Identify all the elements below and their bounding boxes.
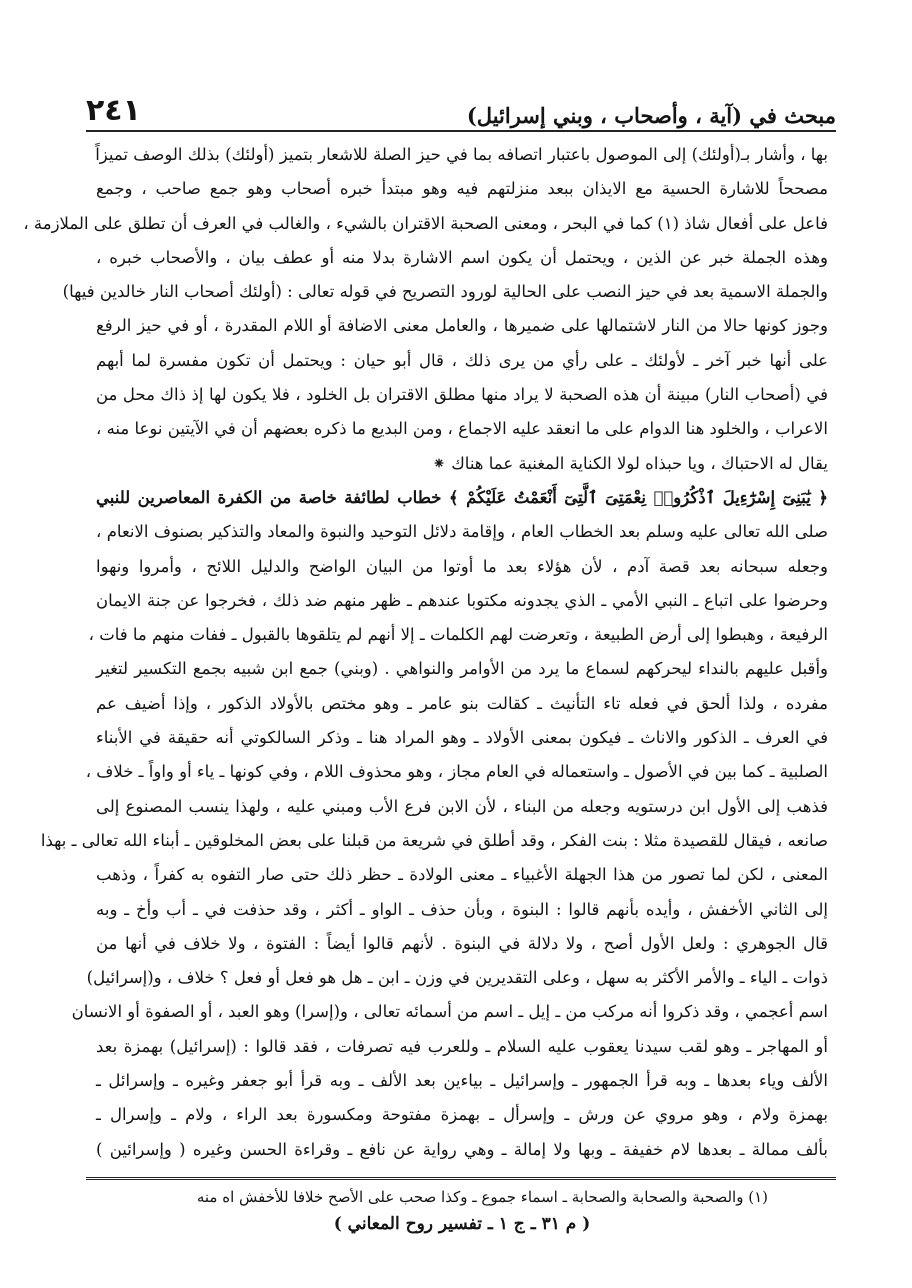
text-line: وجعله سبحانه بعد قصة آدم ، لأن هؤلاء بعد ما أوتوا من البيان الواضح والدليل اللائح ، وأمروا ونهوا — [96, 556, 828, 576]
text-line: بألف ممالة ـ بعدها لام خفيفة ـ وبها ولا إمالة ـ وهي رواية عن نافع ـ وقراءة الحسن وغيره ( وإسرائين ) — [96, 1139, 828, 1159]
text-line: على أنها خبر آخر ـ لأولئك ـ على رأي من يرى ذلك ، قال أبو حيان : ويحتمل أن تكون مفسرة لما أبهم — [96, 350, 828, 370]
text-line: مصححاً للاشارة الحسية مع الايذان ببعد منزلتهم فيه وهو مبتدأ خبره أصحاب وهو جمع صاحب ، وجمع — [96, 179, 828, 199]
running-head: مبحث في (آية ، وأصحاب ، وبني إسرائيل) — [466, 103, 836, 128]
text-line: الصلبية ـ كما بين في الأصول ـ واستعماله في العام مجاز ، وهو محذوف اللام ، وفي كونها ـ ياء أو واواً ـ خلاف ، — [85, 762, 828, 782]
text-line: مفرده ، ولذا ألحق في فعله تاء التأنيث ـ كقالت بنو عامر ـ وهو مختص بالأولاد الذكور ، وإذا أضيف عم — [96, 693, 828, 713]
text-line: صلى الله تعالى عليه وسلم بعد الخطاب العام ، وإقامة دلائل التوحيد والنبوة والمعاد والتذكير بصنوف الانعام ، — [96, 522, 828, 542]
text-line: وحرضوا على اتباع ـ النبي الأمي ـ الذي يجدونه مكتوبا عندهم ـ ظهر منهم ضد ذلك ، فخرجوا عن جنة الايمان — [96, 590, 828, 610]
text-line: صانعه ، فيقال للقصيدة مثلا : بنت الفكر ، وقد أطلق في شريعة من قبلنا على بعض المخلوقين ـ أبناء الله تعالى ـ بهذا — [40, 830, 828, 850]
body-text — [23, 138, 828, 1167]
text-line: أو المهاجر ـ وهو لقب سيدنا يعقوب عليه السلام ـ وللعرب فيه تصرفات ، فقد قالوا : (إسرائيل) بهمزة بعد — [96, 1036, 828, 1056]
text-line: ذوات ـ الياء ـ والأمر الأكثر به سهل ، وعلى التقديرين في وزن ـ ابن ـ هل هو فعل أو فعل ؟ خلاف ، و(إسرائيل) — [86, 968, 828, 988]
text-line: المعنى ، لكن لما تصور من هذا الجهلة الأغبياء ـ معنى الولادة ـ حظر ذلك حتى صار التفوه به كفراً ، وذهب — [96, 865, 828, 885]
text-line: يقال له الاحتباك ، ويا حبذاه لولا الكناية المغنية عما هناك ⁕ — [432, 453, 828, 473]
text-line: وجوز كونها حالا من النار لاشتمالها على ضميرها ، والعامل معنى الاضافة أو اللام المقدرة ، أو في حيز الرفع — [96, 316, 828, 336]
print-signature: ( م ٣١ ـ ج ١ ـ تفسير روح المعاني ) — [333, 1213, 591, 1234]
text-line: بهمزة ولام ، وهو مروي عن ورش ـ وإسرأل ـ بهمزة مفتوحة ومكسورة بعد الراء ، ولام ـ وإسرال ـ — [96, 1105, 828, 1125]
page-header — [86, 78, 836, 132]
text-line: وهذه الجملة خبر عن الذين ، ويحتمل أن يكون اسم الاشارة بدلا منه أو عطف بيان ، والأصحاب خبره ، — [96, 247, 828, 267]
text-line: فذهب إلى الأول ابن درستويه وجعله من البناء ، لأن الابن فرع الأب ومبني عليه ، ولهذا ينسب المصنوع إلى — [96, 796, 828, 816]
footnote: (١) والصحبة والصحابة والصحابة ـ اسماء جموع ـ وكذا صحب على الأصح خلافا للأخفش اه منه — [196, 1187, 768, 1206]
text-line: قال الجوهري : ولعل الأول أصح ، ولا دلالة في البنوة . لأنهم قالوا أيضاً : الفتوة ، ولا خلاف في أنها من — [96, 933, 828, 953]
text-line: في (أصحاب النار) مبينة أن هذه الصحبة لا يراد منها مطلق الاقتران بل الخلود ، فلا يكون لها إذ ذاك محل من — [96, 385, 828, 405]
text-line: فاعل على أفعال شاذ (١) كما في البحر ، ومعنى الصحبة الاقتران بالشيء ، والغالب في العرف أن تطلق على الملازمة ، — [23, 213, 828, 233]
text-line: الاعراب ، والخلود هنا الدوام على ما انعقد عليه الاجماع ، ومن البديع ما ذكره بعضهم أن في الآيتين نوعا منه ، — [96, 419, 828, 439]
text-line: الرفيعة ، وهبطوا إلى أرض الطبيعة ، وتعرضت لهم الكلمات ـ إلا أنهم لم يتلقوها بالقبول ـ ففات منهم ما فات ، — [88, 625, 828, 645]
verse-line: ﴿ يَٰبَنِىٓ إِسْرَٰٓءِيلَ ٱذْكُرُوا۟ نِعْمَتِىَ ٱلَّتِىٓ أَنْعَمْتُ عَلَيْكُمْ ﴾ خطاب لطائفة خاصة من الكفرة المعاصرين للنبي — [96, 487, 828, 507]
footnote-divider — [86, 1177, 836, 1180]
page-number: ٢٤١ — [86, 93, 141, 128]
text-line: إلى الثاني الأخفش ، وأيده بأنهم قالوا : البنوة ، وبأن حذف ـ الواو ـ أكثر ، وقد حذفت في ـ أب وأخ ـ وبه — [96, 899, 828, 919]
text-line: بها ، وأشار بـ(أولئك) إلى الموصول باعتبار اتصافه بما في حيز الصلة للاشعار بتميز (أولئك) بذلك الوصف تميزاً — [95, 145, 828, 164]
text-line: والجملة الاسمية بعد في حيز النصب على الحالية لورود التصريح في قوله تعالى : (أولئك أصحاب النار خالدين فيها) — [62, 282, 828, 302]
text-line: الألف وياء بعدها ـ وبه قرأ الجمهور ـ وإسرائيل ـ بياءين بعد الألف ـ وبه قرأ أبو جعفر وغيره ـ وإسرائل ـ — [96, 1071, 828, 1091]
text-line: وأقبل عليهم بالنداء ليحركهم لسماع ما يرد من الأوامر والنواهي . (وبني) جمع ابن شبيه بجمع التكسير لتغير — [96, 659, 828, 679]
text-line: في العرف ـ الذكور والاناث ـ فيكون بمعنى الأولاد ـ وهو المراد هنا ـ وذكر السالكوتي أنه حقيقة في الأبناء — [96, 728, 828, 748]
text-line: اسم أعجمي ، وقد ذكروا أنه مركب من ـ إيل ـ اسم من أسمائه تعالى ، و(إسرا) وهو العبد ، أو الصفوة أو الانسان — [71, 1002, 828, 1022]
